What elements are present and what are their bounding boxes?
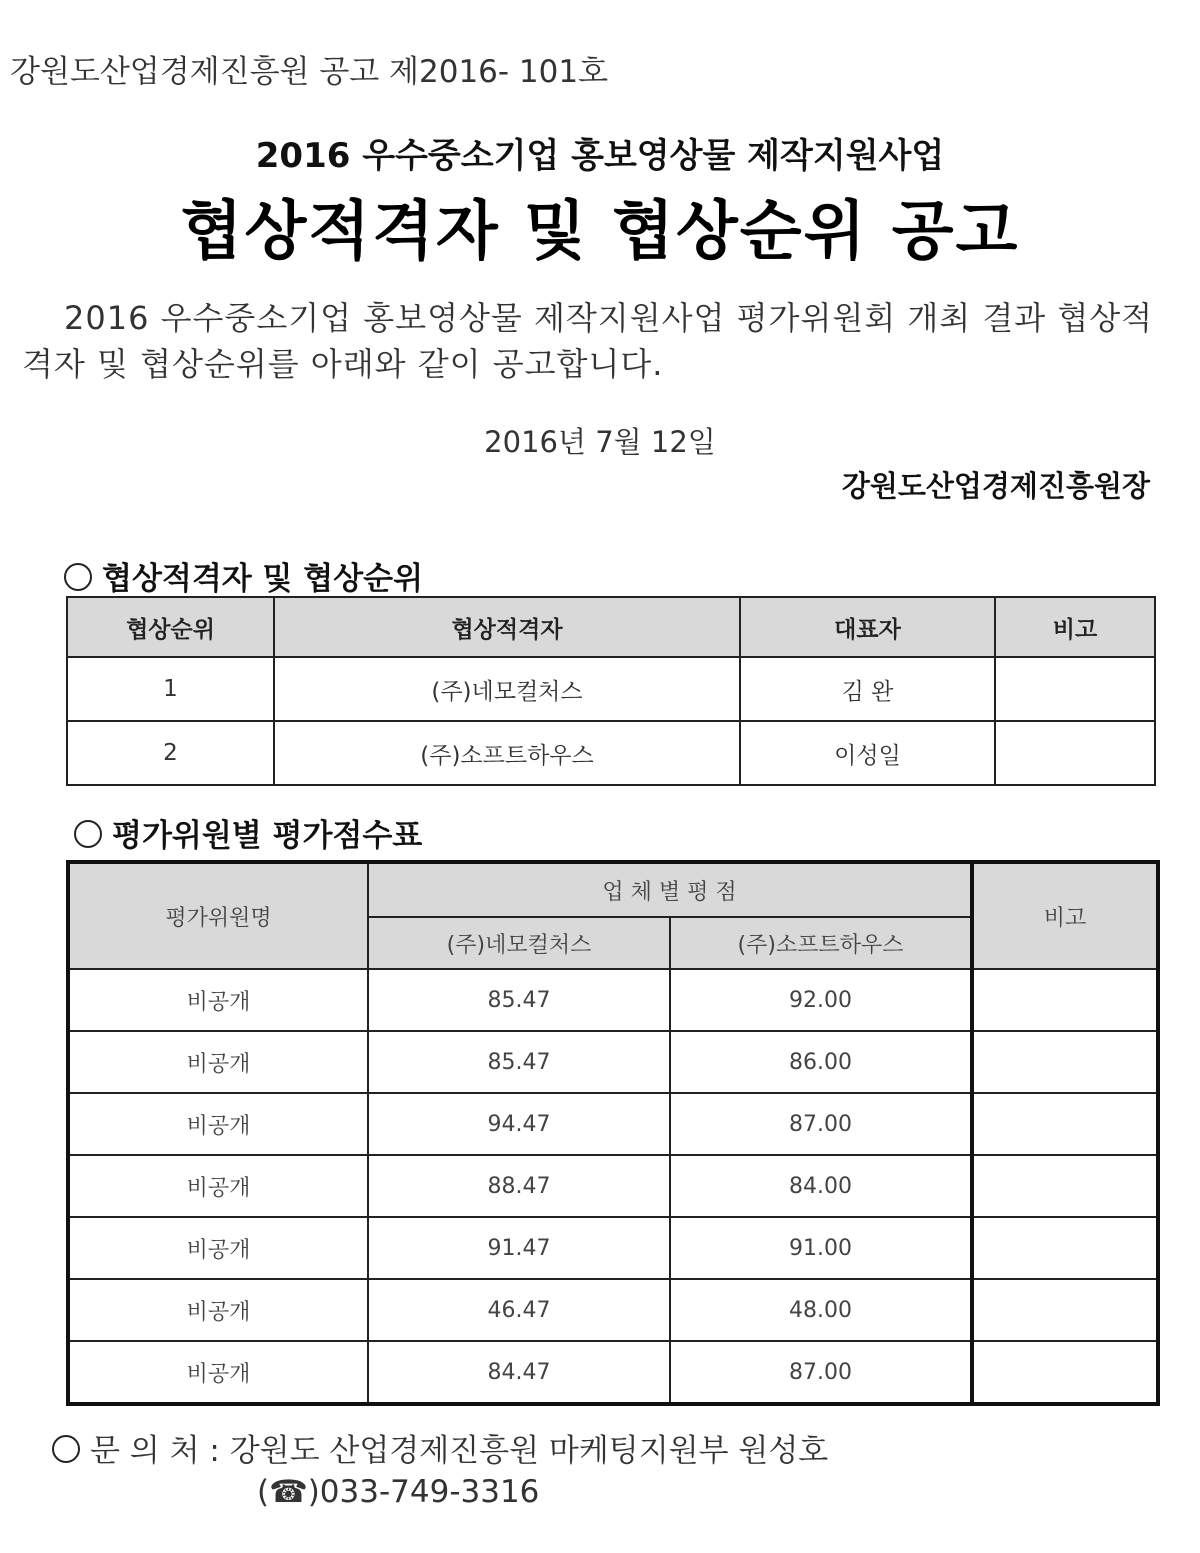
note-cell [972, 1031, 1158, 1093]
note-cell [972, 1279, 1158, 1341]
scores-section-title: 평가위원별 평가점수표 [112, 818, 423, 854]
evaluator-cell: 비공개 [68, 1279, 368, 1341]
document-subtitle: 2016 우수중소기업 홍보영상물 제작지원사업 [255, 136, 945, 176]
scores-header-company-a: (주)네모컬처스 [368, 917, 670, 969]
table-row [68, 969, 1158, 1031]
scores-table [66, 860, 1160, 1406]
score-b-cell: 92.00 [670, 969, 972, 1031]
score-b-cell: 91.00 [670, 1217, 972, 1279]
table-row [68, 1217, 1158, 1279]
table-row [68, 1155, 1158, 1217]
contact-phone: (☎)033-749-3316 [257, 1474, 540, 1510]
evaluator-cell: 비공개 [68, 1217, 368, 1279]
score-b-cell: 48.00 [670, 1279, 972, 1341]
notice-number: 강원도산업경제진흥원 공고 제2016- 101호 [10, 54, 609, 90]
ranking-header-rank: 협상순위 [67, 597, 274, 657]
note-cell [972, 969, 1158, 1031]
evaluator-cell: 비공개 [68, 1155, 368, 1217]
score-b-cell: 84.00 [670, 1155, 972, 1217]
issuer-name: 강원도산업경제진흥원장 [841, 469, 1150, 503]
ranking-header-row [67, 597, 1155, 657]
score-a-cell: 85.47 [368, 1031, 670, 1093]
scores-header-note: 비고 [972, 862, 1158, 969]
score-b-cell: 87.00 [670, 1093, 972, 1155]
circle-bullet-icon [64, 563, 92, 591]
evaluator-cell: 비공개 [68, 1031, 368, 1093]
table-row [68, 1031, 1158, 1093]
score-a-cell: 94.47 [368, 1093, 670, 1155]
table-row [68, 1093, 1158, 1155]
note-cell [972, 1093, 1158, 1155]
body-paragraph [22, 295, 1162, 387]
score-a-cell: 84.47 [368, 1341, 670, 1404]
ranking-table [66, 596, 1156, 786]
note-cell [995, 657, 1155, 721]
representative-cell: 김 완 [740, 657, 995, 721]
table-row [68, 1279, 1158, 1341]
document-title: 협상적격자 및 협상순위 공고 [180, 195, 1020, 269]
notice-date: 2016년 7월 12일 [484, 425, 716, 459]
ranking-header-note: 비고 [995, 597, 1155, 657]
scores-header-group: 업 체 별 평 점 [368, 862, 972, 917]
body-text: 2016 우수중소기업 홍보영상물 제작지원사업 평가위원회 개최 결과 협상적격자 및 협상순위를 아래와 같이 공고합니다. [22, 299, 1154, 383]
evaluator-cell: 비공개 [68, 969, 368, 1031]
circle-bullet-icon [74, 820, 102, 848]
table-row [67, 721, 1155, 785]
table-row [68, 1341, 1158, 1404]
rank-cell: 2 [67, 721, 274, 785]
ranking-header-company: 협상적격자 [274, 597, 740, 657]
score-a-cell: 91.47 [368, 1217, 670, 1279]
contact-info [52, 1425, 828, 1510]
score-a-cell: 46.47 [368, 1279, 670, 1341]
rank-cell: 1 [67, 657, 274, 721]
scores-header-company-b: (주)소프트하우스 [670, 917, 972, 969]
note-cell [972, 1341, 1158, 1404]
contact-label: 문 의 처 : 강원도 산업경제진흥원 마케팅지원부 원성호 [90, 1433, 829, 1469]
representative-cell: 이성일 [740, 721, 995, 785]
scores-section-heading [74, 810, 422, 855]
table-row [67, 657, 1155, 721]
company-cell: (주)소프트하우스 [274, 721, 740, 785]
scores-header-row [68, 862, 1158, 917]
note-cell [972, 1217, 1158, 1279]
note-cell [995, 721, 1155, 785]
score-b-cell: 87.00 [670, 1341, 972, 1404]
score-a-cell: 88.47 [368, 1155, 670, 1217]
ranking-section-title: 협상적격자 및 협상순위 [102, 561, 424, 597]
evaluator-cell: 비공개 [68, 1093, 368, 1155]
scores-header-evaluator: 평가위원명 [68, 862, 368, 969]
score-b-cell: 86.00 [670, 1031, 972, 1093]
circle-bullet-icon [52, 1435, 80, 1463]
score-a-cell: 85.47 [368, 969, 670, 1031]
company-cell: (주)네모컬처스 [274, 657, 740, 721]
evaluator-cell: 비공개 [68, 1341, 368, 1404]
note-cell [972, 1155, 1158, 1217]
ranking-header-representative: 대표자 [740, 597, 995, 657]
ranking-section-heading [64, 553, 423, 598]
